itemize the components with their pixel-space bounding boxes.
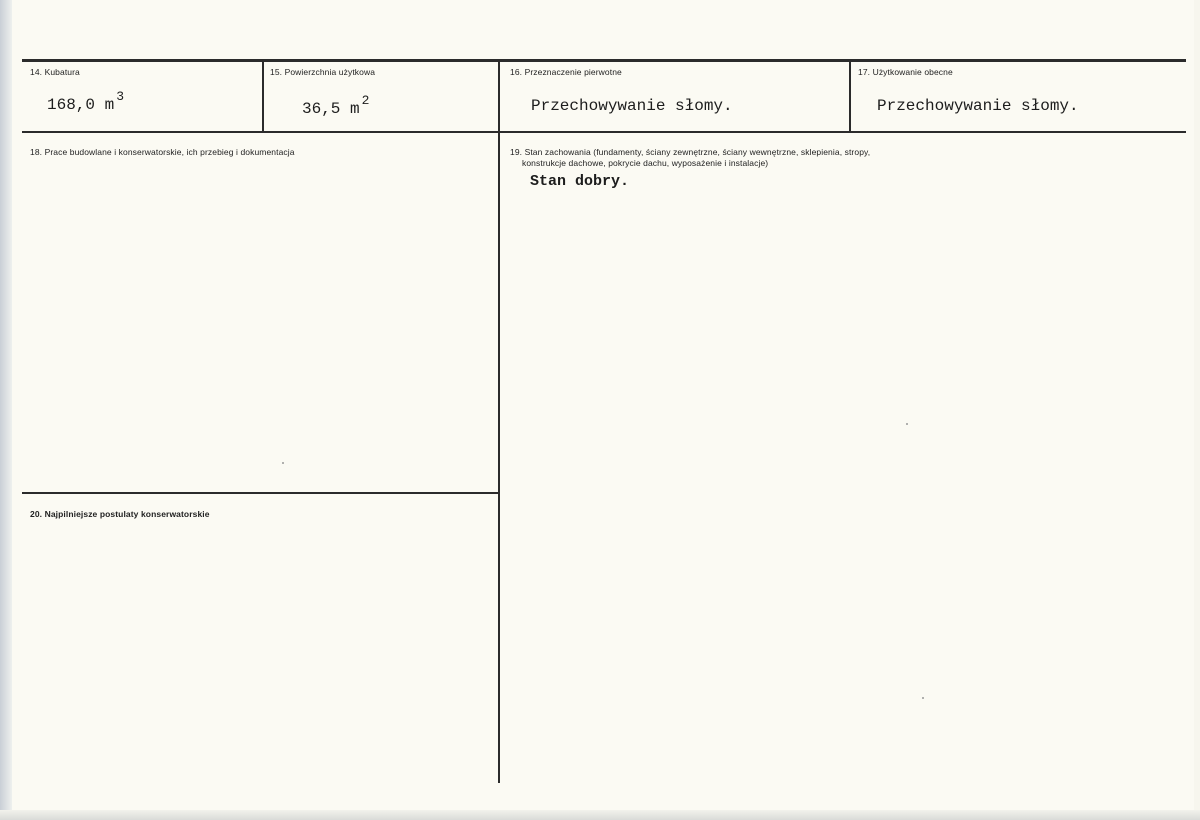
field-18-label: 18. Prace budowlane i konserwatorskie, ich przebieg i dokumentacja xyxy=(30,147,295,157)
field-19-label-line1: 19. Stan zachowania (fundamenty, ściany zewnętrzne, ściany wewnętrzne, sklepienia, stropy, xyxy=(510,147,871,157)
field-19-label-line2: konstrukcje dachowe, pokrycie dachu, wyposażenie i instalacje) xyxy=(522,158,769,168)
field-15-number: 36,5 m xyxy=(302,100,360,118)
divider-16-17 xyxy=(849,61,851,132)
field-15-label: 15. Powierzchnia użytkowa xyxy=(270,67,376,77)
scan-edge-bottom xyxy=(0,810,1200,820)
field-17-label: 17. Użytkowanie obecne xyxy=(858,67,953,77)
field-15-value xyxy=(302,93,370,118)
row1-bottom-rule xyxy=(22,131,1186,133)
divider-18-20 xyxy=(22,492,499,494)
field-14-superscript: 3 xyxy=(116,89,125,104)
field-20-label: 20. Najpilniejsze postulaty konserwatorskie xyxy=(30,509,210,519)
divider-main xyxy=(498,61,500,783)
scan-speck xyxy=(282,462,284,464)
scan-speck xyxy=(906,423,908,425)
top-rule xyxy=(22,59,1186,62)
field-19-value: Stan dobry. xyxy=(530,173,630,190)
field-14-number: 168,0 m xyxy=(47,96,115,114)
field-16-value: Przechowywanie słomy. xyxy=(531,97,733,115)
field-15-superscript: 2 xyxy=(361,93,370,108)
scan-speck xyxy=(922,697,924,699)
field-14-value xyxy=(47,89,125,114)
field-14-label: 14. Kubatura xyxy=(30,67,80,77)
record-card xyxy=(10,0,1194,820)
scan-edge-left xyxy=(0,0,12,820)
field-17-value: Przechowywanie słomy. xyxy=(877,97,1079,115)
divider-14-15 xyxy=(262,61,264,132)
field-16-label: 16. Przeznaczenie pierwotne xyxy=(510,67,622,77)
